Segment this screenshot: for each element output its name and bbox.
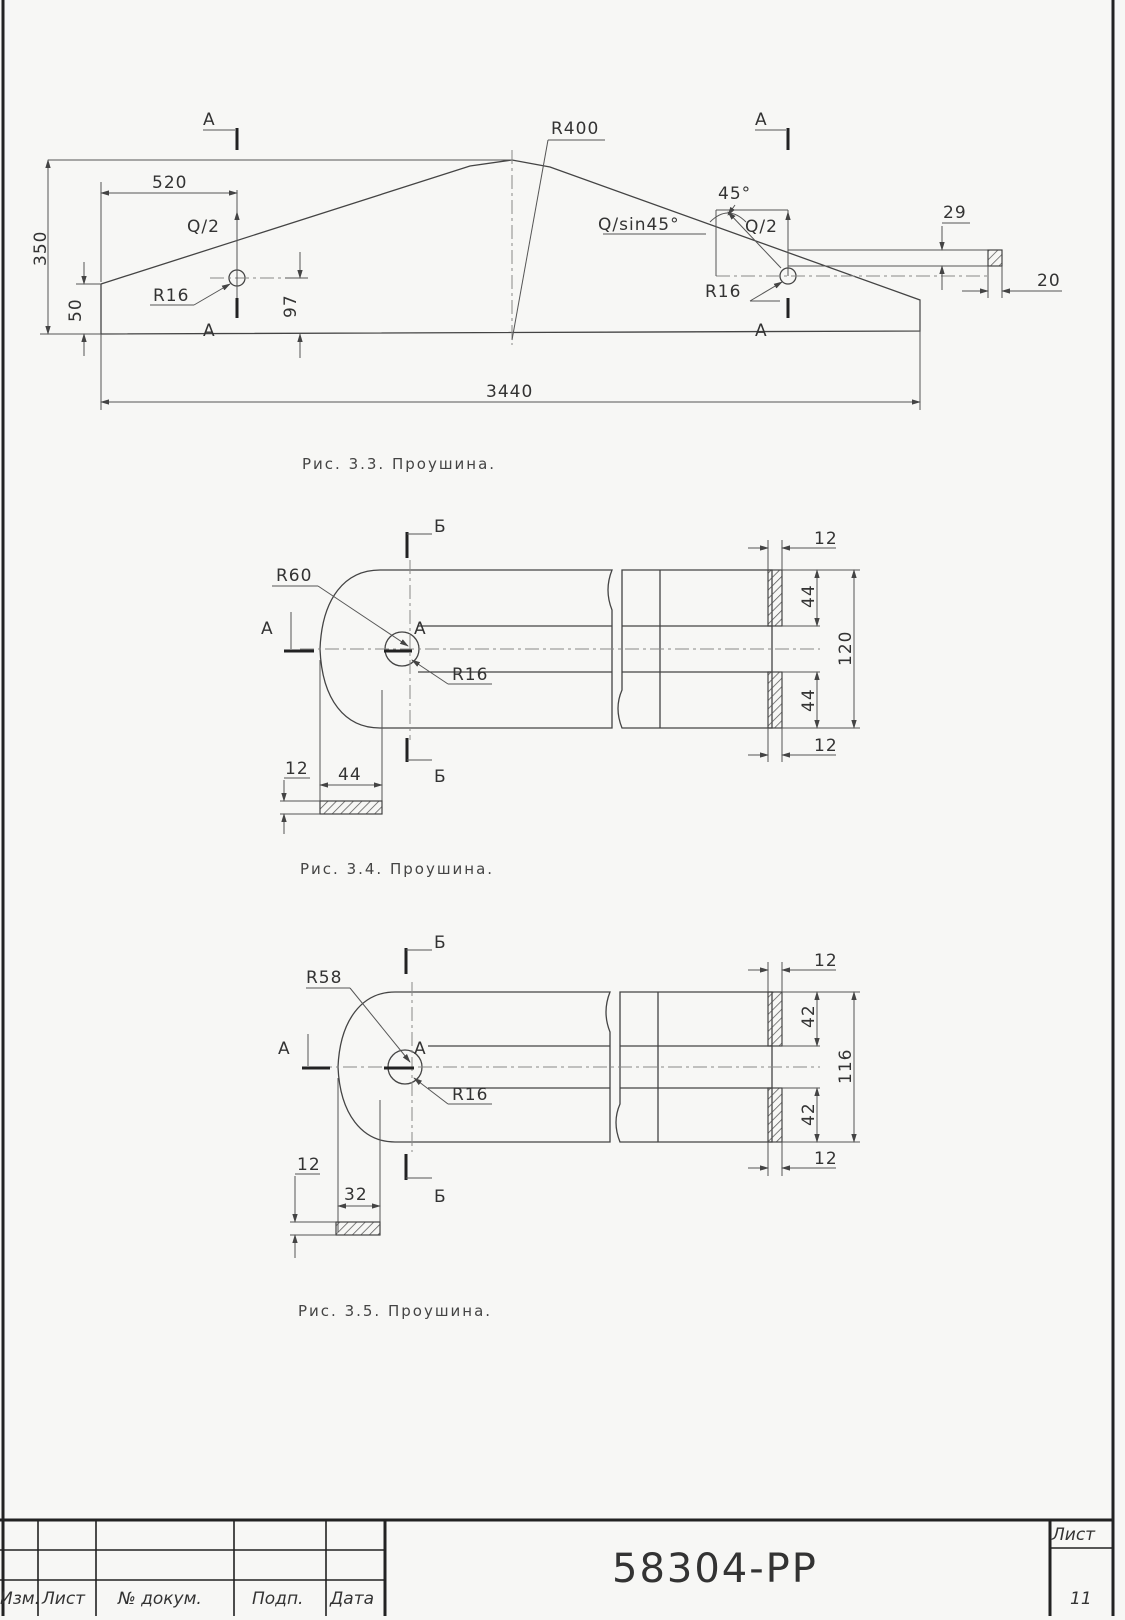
dim-29: 29 [943,203,967,223]
r16-label: R16 [452,665,489,685]
svg-text:Б: Б [434,1187,447,1207]
figure-3-4-caption: Рис. 3.4. Проушина. [300,860,495,878]
dim-50: 50 [66,298,86,322]
svg-text:А: А [755,321,768,341]
section-a-a-detail [280,759,382,834]
dim-20: 20 [1037,271,1061,291]
svg-text:Q/2: Q/2 [745,217,778,237]
column-date: Дата [330,1589,375,1609]
svg-text:А: А [414,1039,427,1059]
dim-42-top: 42 [799,1004,819,1028]
svg-text:А: А [755,110,768,130]
figure-3-3-caption: Рис. 3.3. Проушина. [302,455,497,473]
svg-text:Б: Б [434,517,447,537]
dim-44-bottom: 44 [799,688,819,712]
r60-label: R60 [276,566,313,586]
svg-text:Б: Б [434,767,447,787]
dim-12-top: 12 [814,951,838,971]
sheet-label: Лист [1052,1525,1096,1545]
column-signature: Подп. [252,1589,304,1609]
svg-text:12: 12 [297,1155,321,1175]
svg-text:44: 44 [338,765,362,785]
document-code: 58304-РР [612,1546,818,1592]
svg-text:3440: 3440 [486,382,534,402]
dim-12-top: 12 [814,529,838,549]
svg-text:Б: Б [434,933,447,953]
dim-44-top: 44 [799,584,819,608]
column-revision: Изм. [0,1589,40,1609]
svg-text:А: А [203,110,216,130]
figure-3-5-caption: Рис. 3.5. Проушина. [298,1302,493,1320]
svg-text:520: 520 [152,173,188,193]
right-radius-label: R16 [705,282,742,302]
svg-text:А: А [203,321,216,341]
left-load-label: Q/2 [187,217,220,237]
plate-thickness-section [788,203,1062,298]
sheet-frame [3,0,1113,1616]
r400-label: R400 [551,119,600,139]
figure-3-3-eyelet [31,110,1062,473]
column-sheet: Лист [42,1589,86,1609]
section-a-a-detail [290,1155,380,1258]
svg-text:А: А [414,619,427,639]
dim-12-bottom: 12 [814,736,838,756]
left-radius-label: R16 [153,286,190,306]
dim-42-bottom: 42 [799,1102,819,1126]
figure-3-4-eyelet [261,517,860,878]
svg-text:32: 32 [344,1185,368,1205]
figure-3-5-eyelet [278,933,860,1320]
sheet-number: 11 [1070,1589,1092,1609]
svg-text:116: 116 [836,1048,856,1084]
r16-label: R16 [452,1085,489,1105]
r58-label: R58 [306,968,343,988]
svg-text:А: А [261,619,274,639]
svg-text:12: 12 [285,759,309,779]
title-block [0,1520,1113,1616]
dim-97: 97 [281,294,301,318]
angle-45-label: 45° [718,184,752,204]
svg-text:350: 350 [31,230,51,266]
dim-12-bottom: 12 [814,1149,838,1169]
column-document-number: № докум. [118,1589,202,1609]
svg-text:А: А [278,1039,291,1059]
r400-leader [512,140,548,340]
diagonal-load-label: Q/sin45° [598,215,680,235]
svg-text:120: 120 [836,630,856,666]
